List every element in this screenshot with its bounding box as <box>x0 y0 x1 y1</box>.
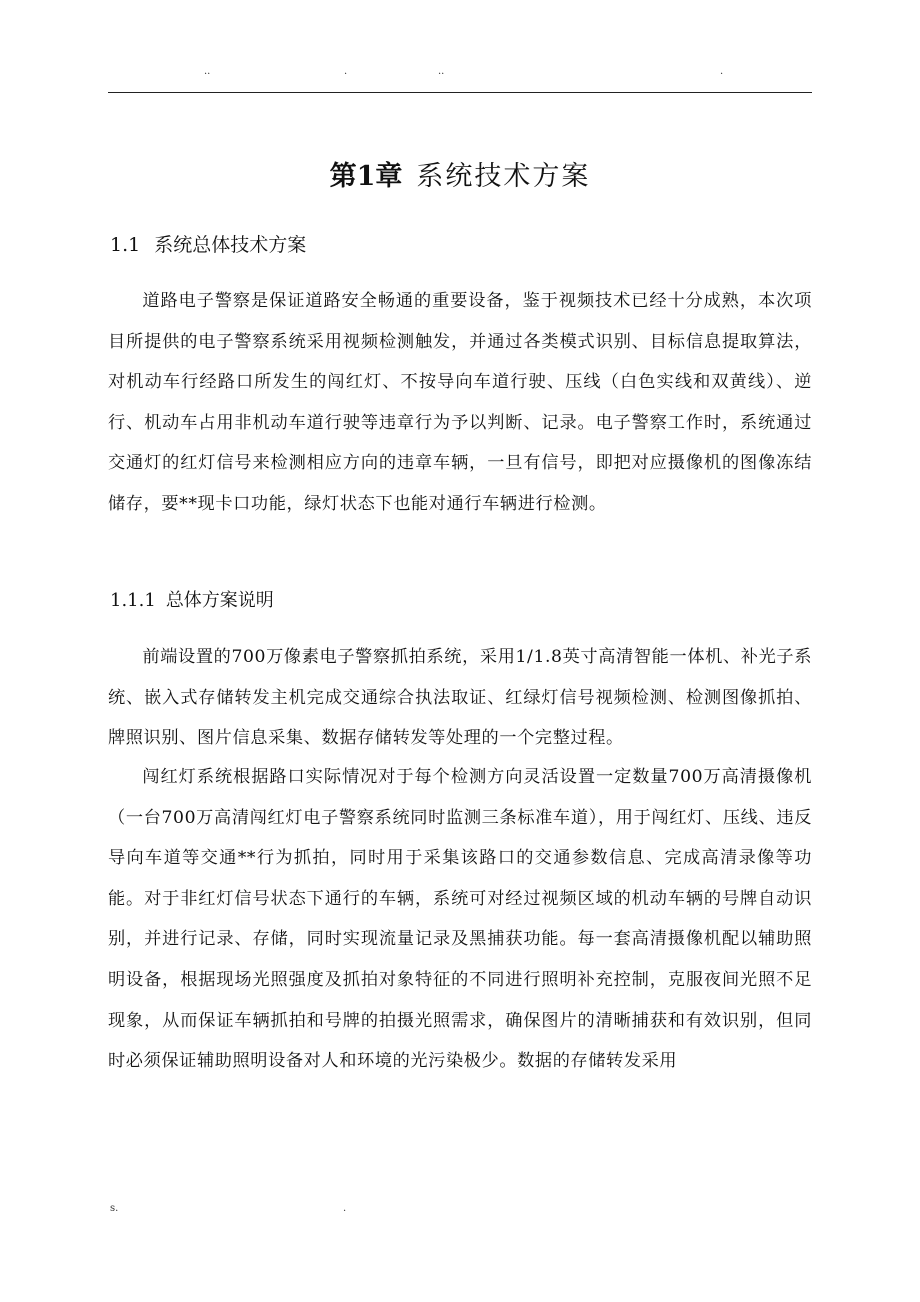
paragraph-2: 前端设置的700万像素电子警察抓拍系统，采用1/1.8英寸高清智能一体机、补光子系统、嵌入式存储转发主机完成交通综合执法取证、红绿灯信号视频检测、检测图像抓拍、牌照识别、图片信息采集、数据存储转发等处理的一个完整过程。 <box>108 647 812 749</box>
subsection-heading <box>110 586 274 616</box>
section-title: 系统总体技术方案 <box>154 234 307 256</box>
chapter-title: 系统技术方案 <box>416 161 591 192</box>
paragraph-1: 道路电子警察是保证道路安全畅通的重要设备，鉴于视频技术已经十分成熟，本次项目所提供的电子警察系统采用视频检测触发，并通过各类模式识别、目标信息提取算法，对机动车行经路口所发生的闯红灯、不按导向车道行驶、压线（白色实线和双黄线）、逆行、机动车占用非机动车道行驶等违章行为予以判断、记录。电子警察工作时，系统通过交通灯的红灯信号来检测相应方向的违章车辆，一旦有信号，即把对应摄像机的图像冻结储存，要**现卡口功能，绿灯状态下也能对通行车辆进行检测。 <box>108 291 812 514</box>
subsection-number: 1.1.1 <box>110 590 156 611</box>
header-mark-4: . <box>720 66 724 77</box>
header-mark-2: . <box>344 66 348 77</box>
chapter-number: 第1章 <box>329 161 403 192</box>
page-header <box>108 62 812 93</box>
section-number: 1.1 <box>110 234 141 256</box>
paragraph-3: 闯红灯系统根据路口实际情况对于每个检测方向灵活设置一定数量700万高清摄像机（一台700万高清闯红灯电子警察系统同时监测三条标准车道），用于闯红灯、压线、违反导向车道等交通**行为抓拍，同时用于采集该路口的交通参数信息、完成高清录像等功能。对于非红灯信号状态下通行的车辆，系统可对经过视频区域的机动车辆的号牌自动识别，并进行记录、存储，同时实现流量记录及黑捕获功能。每一套高清摄像机配以辅助照明设备，根据现场光照强度及抓拍对象特征的不同进行照明补充控制，克服夜间光照不足现象，从而保证车辆抓拍和号牌的拍摄光照需求，确保图片的清晰捕获和有效识别，但同时必须保证辅助照明设备对人和环境的光污染极少。数据的存储转发采用 <box>108 767 812 1072</box>
section-heading <box>110 230 306 260</box>
footer-left: s. <box>110 1203 119 1214</box>
subsection-title: 总体方案说明 <box>165 590 274 611</box>
chapter-heading <box>0 155 920 199</box>
header-mark-1: .. <box>204 66 211 77</box>
footer-right: . <box>343 1203 347 1214</box>
header-mark-3: .. <box>438 66 445 77</box>
